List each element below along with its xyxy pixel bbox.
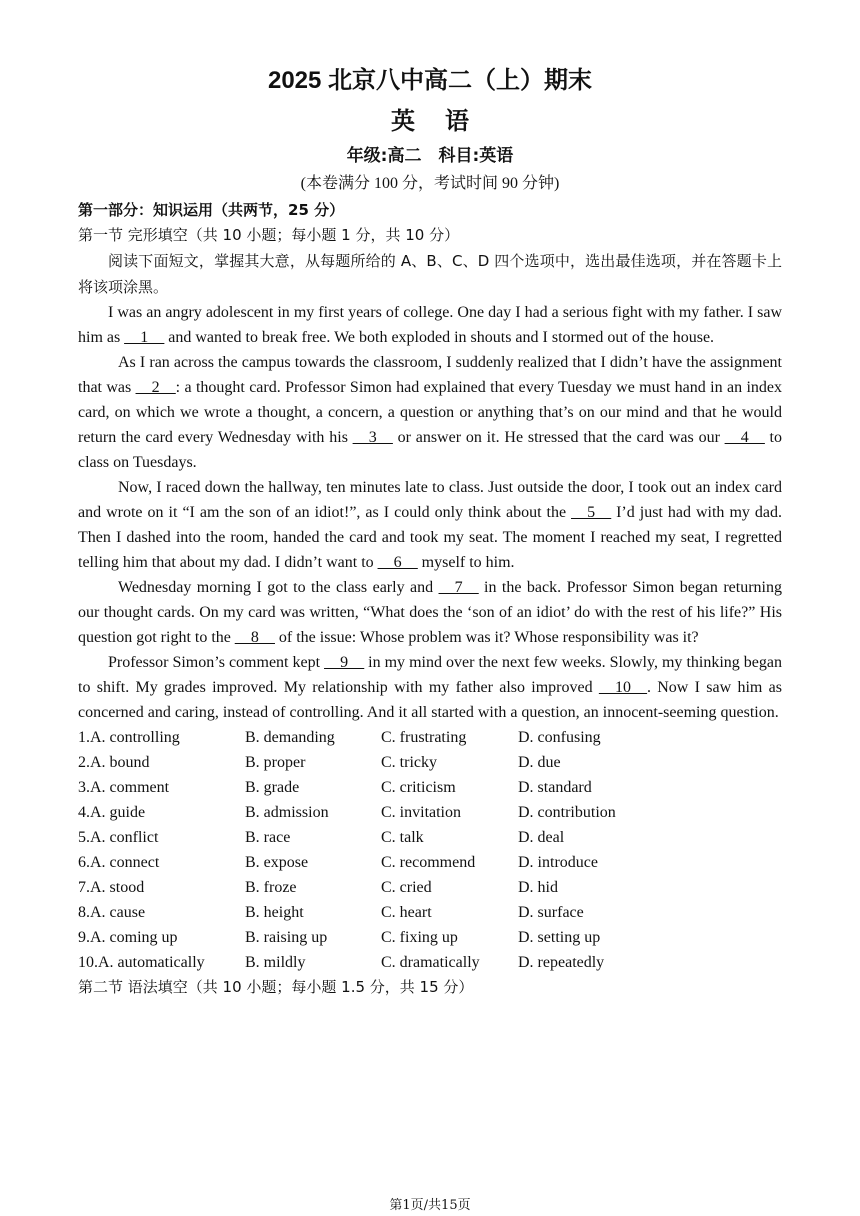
option-10b: B. mildly [245,954,306,971]
option-8c: C. heart [381,904,432,921]
option-7c: C. cried [381,879,432,896]
option-1a: 1.A. controlling [78,729,180,746]
option-4a: 4.A. guide [78,804,146,821]
option-9b: B. raising up [245,929,328,946]
option-9d: D. setting up [518,929,601,946]
passage-paragraph-3: Now, I raced down the hallway, ten minutes late to class. Just outside the door, I took out an index card and wrote on it “I am the son of an idiot!”, as I could only think about the __5__ I’d just had with my dad. Then I dashed into the room, handed the card and took my seat. The moment I reached my seat, I regretted telling him that about my dad. I didn’t want to __6__ myself to him. [78,479,782,571]
option-8d: D. surface [518,904,584,921]
blank-10: __10__ [598,679,647,696]
option-6b: B. expose [245,854,309,871]
option-row-9 [78,925,782,950]
option-1b: B. demanding [245,729,335,746]
option-10c: C. dramatically [381,954,480,971]
option-1d: D. confusing [518,729,601,746]
option-6a: 6.A. connect [78,854,160,871]
option-row-2 [78,750,782,775]
page-footer: 第1页/共15页 [389,1198,471,1213]
option-row-8 [78,900,782,925]
option-3d: D. standard [518,779,592,796]
subject-heading: 英语 [391,107,499,135]
option-7d: D. hid [518,879,558,896]
option-row-10 [78,950,782,975]
grade-subject-line: 年级:高二 科目:英语 [346,146,514,166]
blank-3: __3__ [352,429,393,446]
blank-4: __4__ [724,429,765,446]
section1-heading: 第一节 完形填空（共 10 小题；每小题 1 分，共 10 分） [78,226,460,244]
option-9c: C. fixing up [381,929,458,946]
option-4d: D. contribution [518,804,616,821]
option-3c: C. criticism [381,779,456,796]
blank-2: __2__ [135,379,176,396]
blank-6: __6__ [377,554,418,571]
option-8a: 8.A. cause [78,904,146,921]
option-2c: C. tricky [381,754,437,771]
option-2a: 2.A. bound [78,754,150,771]
option-row-1 [78,725,782,750]
option-5d: D. deal [518,829,565,846]
option-5c: C. talk [381,829,424,846]
option-row-3 [78,775,782,800]
option-3a: 3.A. comment [78,779,170,796]
blank-1: __1__ [124,329,165,346]
option-2d: D. due [518,754,561,771]
option-7a: 7.A. stood [78,879,145,896]
option-5b: B. race [245,829,291,846]
option-1c: C. frustrating [381,729,467,746]
option-5a: 5.A. conflict [78,829,159,846]
option-row-7 [78,875,782,900]
option-7b: B. froze [245,879,297,896]
option-6c: C. recommend [381,854,476,871]
option-4c: C. invitation [381,804,461,821]
option-row-6 [78,850,782,875]
exam-page [78,62,782,1000]
section2-heading: 第二节 语法填空（共 10 小题；每小题 1.5 分，共 15 分） [78,978,474,996]
option-10d: D. repeatedly [518,954,605,971]
blank-9: __9__ [324,654,365,671]
exam-note: (本卷满分 100 分，考试时间 90 分钟) [300,175,560,192]
passage-paragraph-1: I was an angry adolescent in my first years of college. One day I had a serious fight with my father. I saw him as __1__ and wanted to break free. We both exploded in shouts and I stormed out of the house. [78,304,782,346]
option-9a: 9.A. coming up [78,929,178,946]
passage-paragraph-5: Professor Simon’s comment kept __9__ in my mind over the next few weeks. Slowly, my thinking began to shift. My grades improved. My relationship with my father also improved __10__. Now I saw him as concerned and caring, instead of controlling. And it all started with a question, an innocent-seeming question. [78,654,783,721]
blank-5: __5__ [571,504,612,521]
option-4b: B. admission [245,804,329,821]
passage-paragraph-4: Wednesday morning I got to the class early and __7__ in the back. Professor Simon began returning our thought cards. On my card was written, “What does the ‘son of an idiot’ do with the rest of his life?” His question got right to the __8__ of the issue: Whose problem was it? Whose responsibility was it? [78,579,783,646]
blank-8: __8__ [234,629,275,646]
answer-options [78,725,782,975]
option-6d: D. introduce [518,854,598,871]
part1-heading: 第一部分：知识运用（共两节，25 分） [78,201,345,219]
option-2b: B. proper [245,754,306,771]
section1-instructions: 阅读下面短文，掌握其大意，从每题所给的 A、B、C、D 四个选项中，选出最佳选项，并在答题卡上将该项涂黑。 [78,252,782,296]
passage-paragraph-2: As I ran across the campus towards the classroom, I suddenly realized that I didn’t have the assignment that was __2__: a thought card. Professor Simon had explained that every Tuesday we must hand in an index card, on which we wrote a thought, a concern, a question or anything that’s on our mind and that he would return the card every Wednesday with his __3__ or answer on it. He stressed that the card was our __4__ to class on Tuesdays. [78,354,783,471]
option-3b: B. grade [245,779,300,796]
option-row-5 [78,825,782,850]
exam-title: 2025 北京八中高二（上）期末 [267,67,593,94]
option-8b: B. height [245,904,304,921]
option-10a: 10.A. automatically [78,954,205,971]
blank-7: __7__ [438,579,479,596]
option-row-4 [78,800,782,825]
